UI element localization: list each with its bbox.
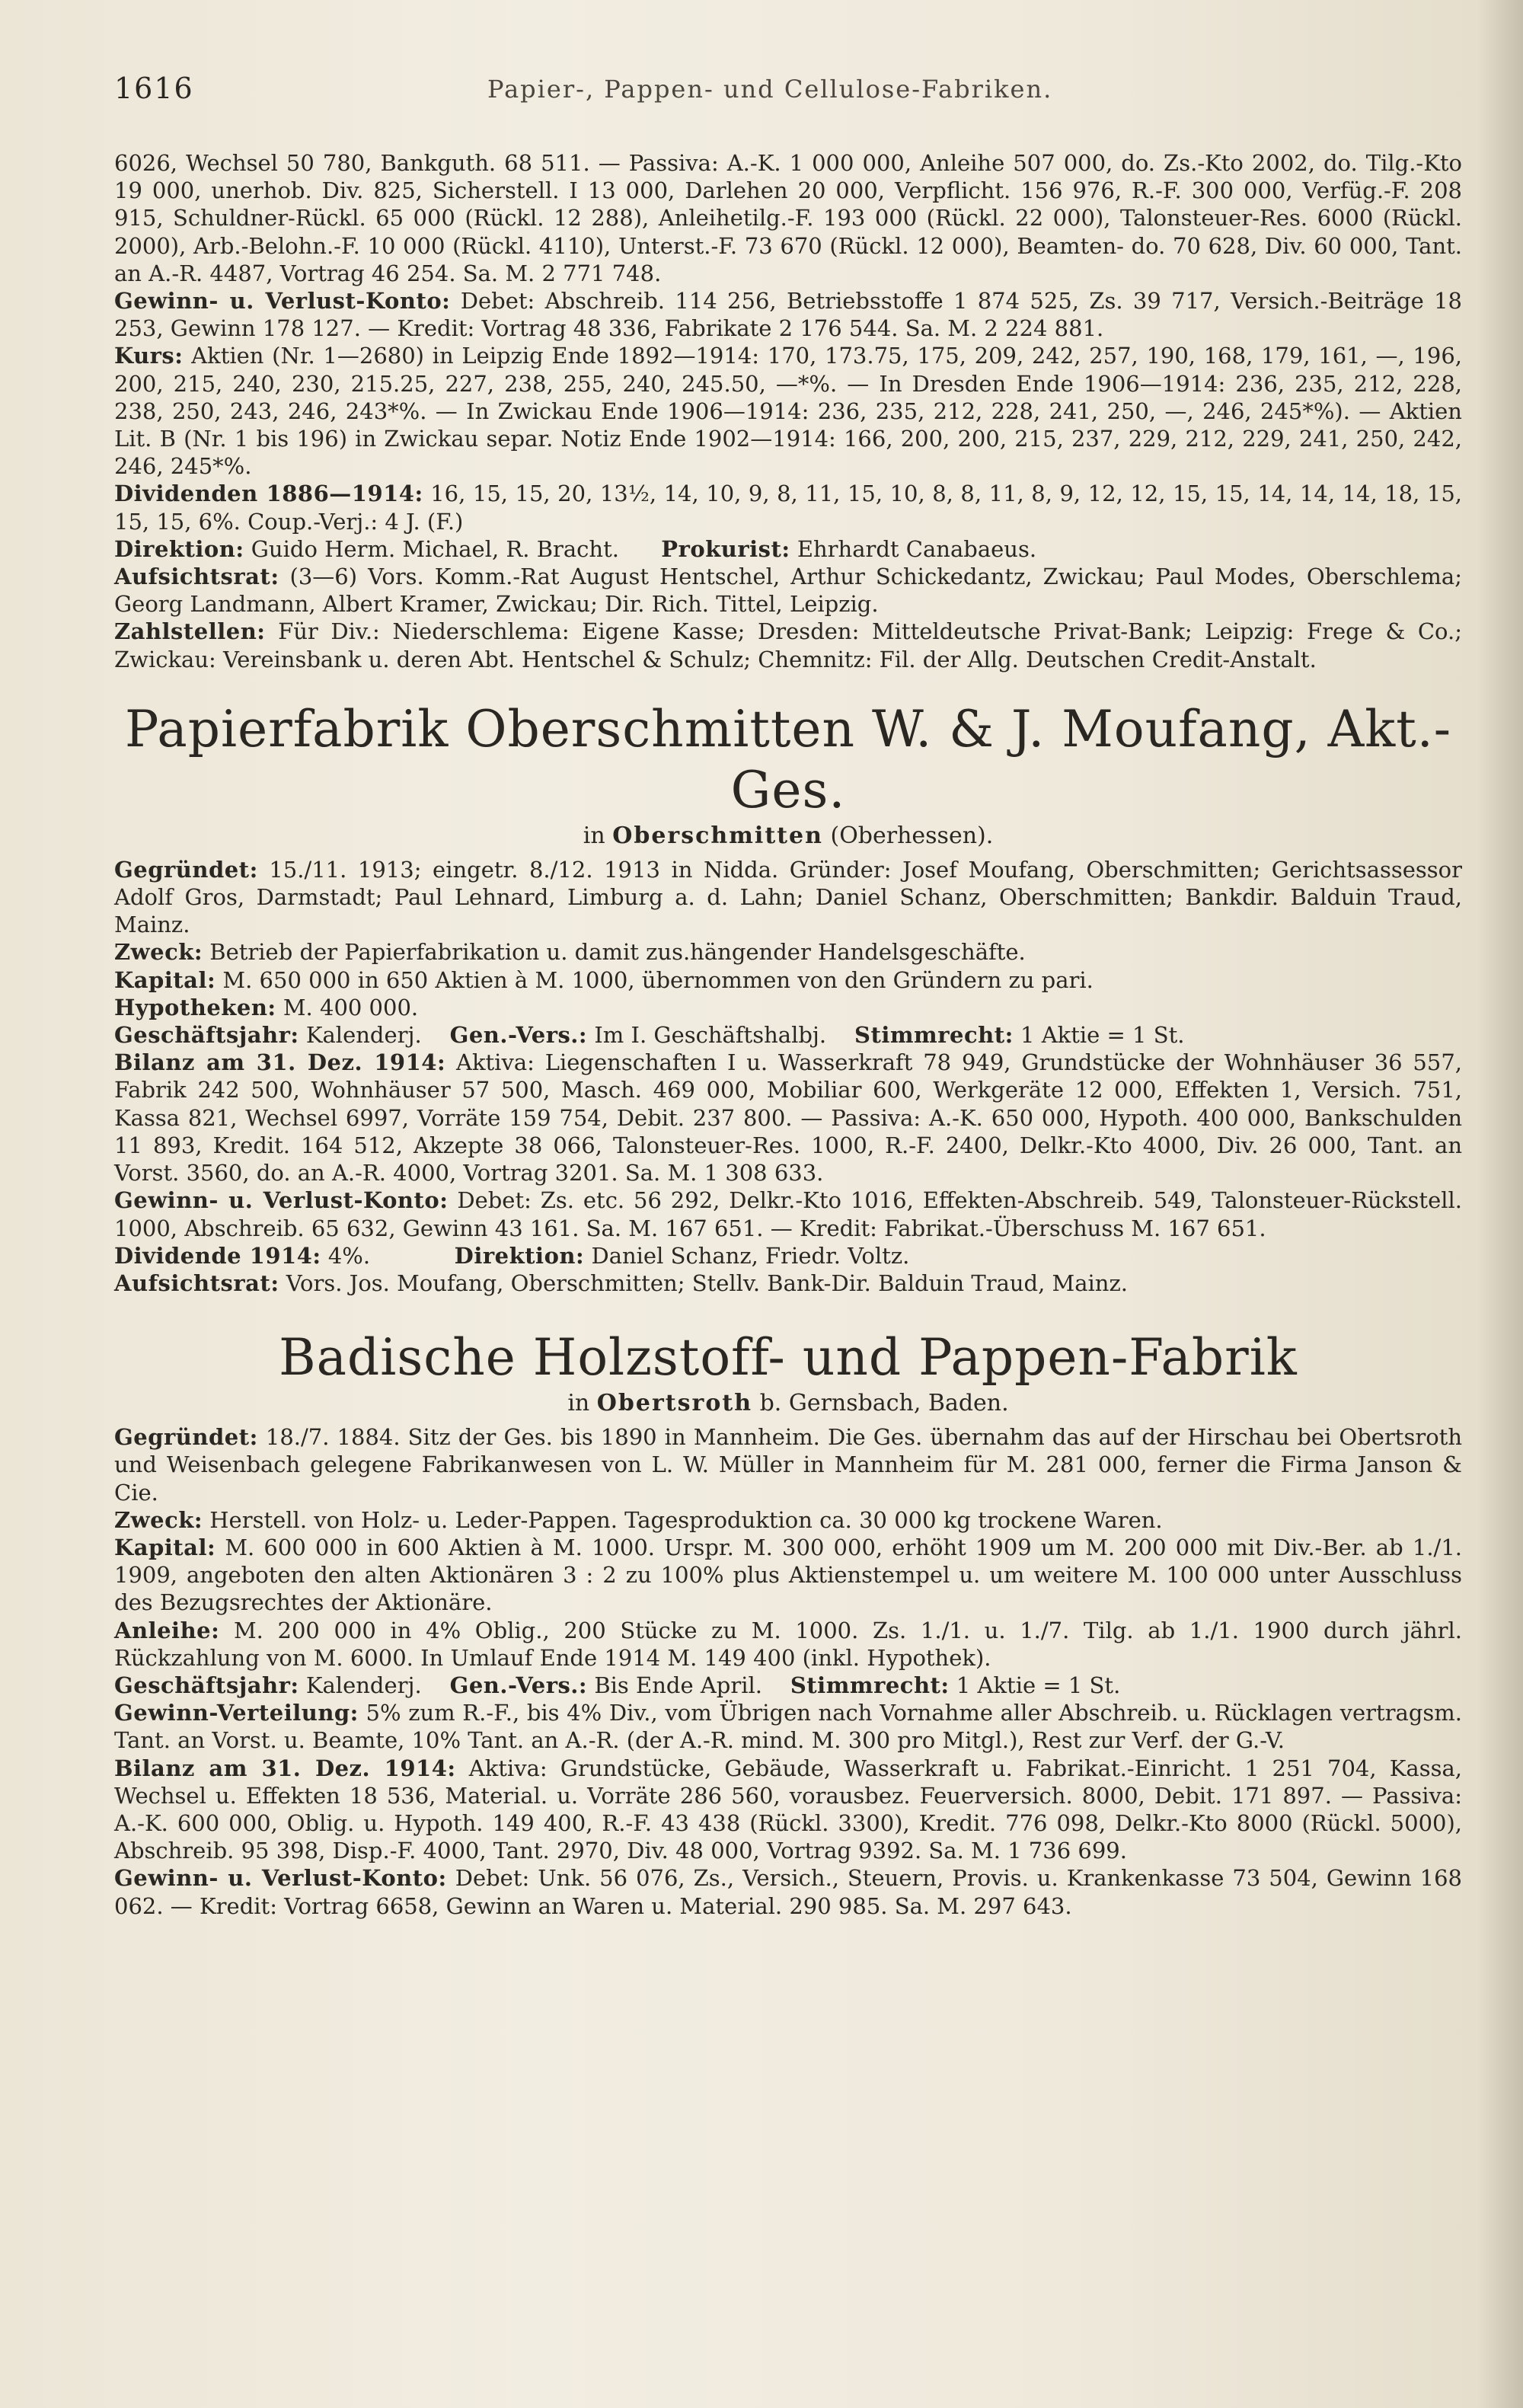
field-label: Kapital: (114, 1534, 216, 1560)
company-oberschmitten-block (114, 856, 1462, 1297)
field-label: Aufsichtsrat: (114, 1269, 279, 1296)
page-header (114, 72, 1470, 117)
company-badische-block (114, 1423, 1462, 1920)
field-label: Zweck: (114, 939, 203, 966)
field-label: Gen.-Vers.: (449, 1022, 588, 1049)
fiscal-year: Geschäftsjahr: Kalenderj. Gen.-Vers.: Im I. Geschäftshalbj. Stimmrecht: 1 Aktie = 1 St. (114, 1022, 1185, 1049)
dividend-and-management: Dividende 1914: 4%. Direktion: Daniel Schanz, Friedr. Voltz. (114, 1242, 910, 1269)
field-value: Für Div.: Niederschlema: Eigene Kasse; Dresden: Mitteldeutsche Privat-Bank; Leipzig: Frege & Co.; Zwickau: Vereinsbank u. deren Abt. Hentschel & Schulz; Chemnitz: Fil. der Allg. Deutschen Credit-Anstalt. (114, 618, 1462, 672)
field-label: Aufsichtsrat: (114, 564, 279, 590)
capital: Kapital: M. 600 000 in 600 Aktien à M. 1000. Urspr. M. 300 000, erhöht 1909 um M. 200 000 mit Div.-Ber. ab 1./1. 1909, angeboten den alten Aktionären 3 : 2 zu 100% plus Aktienstempel u. um weitere M. 100 000 unter Ausschluss des Bezugsrechtes der Aktionäre. (114, 1534, 1462, 1616)
field-label: Bilanz am 31. Dez. 1914: (114, 1755, 456, 1781)
field-label: Geschäftsjahr: (114, 1022, 299, 1049)
pl-account: Gewinn- u. Verlust-Konto: Debet: Unk. 56 076, Zs., Versich., Steuern, Provis. u. Krankenkasse 73 504, Gewinn 168 062. — Kredit: Vortrag 6658, Gewinn an Waren u. Material. 290 985. Sa. M. 297 643. (114, 1865, 1462, 1919)
profit-distribution: Gewinn-Verteilung: 5% zum R.-F., bis 4% Div., vom Übrigen nach Vornahme aller Abschreib. u. Rücklagen vertragsm. Tant. an Vorst. u. Beamte, 10% Tant. an A.-R. (der A.-R. mind. M. 300 pro Mitgl.), Rest zur Verf. der G.-V. (114, 1700, 1462, 1754)
page-content (114, 149, 1462, 1920)
prev-balance-text: 6026, Wechsel 50 780, Bankguth. 68 511. — Passiva: A.-K. 1 000 000, Anleihe 507 000, do. Zs.-Kto 2002, do. Tilg.-Kto 19 000, unerhob. Div. 825, Sicherstell. I 13 000, Darlehen 20 000, Verpflicht. 156 976, R.-F. 300 000, Verfüg.-F. 208 915, Schuldner-Rückl. 65 000 (Rückl. 12 288), Anleihetilg.-F. 193 000 (Rückl. 22 000), Talonsteuer-Res. 6000 (Rückl. 2000), Arb.-Belohn.-F. 10 000 (Rückl. 4110), Unterst.-F. 73 670 (Rückl. 12 000), Beamten- do. 70 628, Div. 60 000, Tant. an A.-R. 4487, Vortrag 46 254. Sa. M. 2 771 748. (114, 150, 1462, 286)
page-edge-shadow (1477, 0, 1523, 2408)
purpose: Zweck: Betrieb der Papierfabrikation u. damit zus.hängender Handelsgeschäfte. (114, 939, 1026, 966)
running-title: Papier-, Pappen- und Cellulose-Fabriken. (487, 75, 1053, 104)
field-label: Anleihe: (114, 1617, 220, 1643)
founded: Gegründet: 18./7. 1884. Sitz der Ges. bis 1890 in Mannheim. Die Ges. übernahm das auf der Hirschau bei Obertsroth und Weisenbach gelegene Fabrikanwesen von L. W. Müller in Mannheim für M. 281 000, ferner die Firma Janson & Cie. (114, 1424, 1462, 1506)
mortgages: Hypotheken: M. 400 000. (114, 994, 419, 1020)
field-label: Gegründet: (114, 856, 258, 883)
field-value: Aktien (Nr. 1—2680) in Leipzig Ende 1892—1914: 170, 173.75, 175, 209, 242, 257, 190, 168, 179, 161, —, 196, 200, 215, 240, 230, 215.25, 227, 238, 255, 240, 245.50, —*%. — In Dresden Ende 1906—1914: 236, 235, 212, 228, 238, 250, 243, 246, 243*%. — In Zwickau Ende 1906—1914: 236, 235, 212, 228, 241, 250, —, 246, 245*%). — Aktien Lit. B (Nr. 1 bis 196) in Zwickau separ. Notiz Ende 1902—1914: 166, 200, 200, 215, 237, 229, 212, 229, 241, 250, 242, 246, 245*%. (114, 343, 1462, 480)
prev-price-history (114, 342, 1462, 480)
field-label: Dividende 1914: (114, 1242, 321, 1269)
field-value: (3—6) Vors. Komm.-Rat August Hentschel, Arthur Schickedantz, Zwickau; Paul Modes, Oberschlema; Georg Landmann, Albert Kramer, Zwickau; Dir. Rich. Tittel, Leipzig. (114, 564, 1462, 618)
capital: Kapital: M. 650 000 in 650 Aktien à M. 1000, übernommen von den Gründern zu pari. (114, 966, 1094, 993)
field-label: Gewinn- u. Verlust-Konto: (114, 288, 451, 315)
company-town: Oberschmitten (612, 822, 823, 849)
company-town: Obertsroth (596, 1390, 753, 1417)
prev-pl-account (114, 287, 1462, 342)
balance-sheet: Bilanz am 31. Dez. 1914: Aktiva: Liegenschaften I u. Wasserkraft 78 949, Grundstücke der Wohnhäuser 36 557, Fabrik 242 500, Wohnhäuser 57 500, Masch. 469 000, Mobiliar 600, Werkgeräte 12 000, Effekten 1, Versich. 751, Kassa 821, Wechsel 6997, Vorräte 159 754, Debit. 237 800. — Passiva: A.-K. 650 000, Hypoth. 400 000, Bankschulden 11 893, Kredit. 164 512, Akzepte 38 066, Talonsteuer-Res. 1000, R.-F. 2400, Delkr.-Kto 4000, Div. 26 000, Tant. an Vorst. 3560, do. an A.-R. 4000, Vortrag 3201. Sa. M. 1 308 633. (114, 1049, 1462, 1186)
supervisory-board: Aufsichtsrat: Vors. Jos. Moufang, Oberschmitten; Stellv. Bank-Dir. Balduin Traud, Mainz. (114, 1269, 1128, 1296)
field-value: Ehrhardt Canabaeus. (797, 535, 1037, 562)
field-label: Kapital: (114, 966, 216, 993)
page-number: 1616 (114, 72, 194, 105)
field-value: Guido Herm. Michael, R. Bracht. (251, 535, 619, 562)
pl-account: Gewinn- u. Verlust-Konto: Debet: Zs. etc. 56 292, Delkr.-Kto 1016, Effekten-Abschreib. 549, Talonsteuer-Rückstell. 1000, Abschreib. 65 632, Gewinn 43 161. Sa. M. 167 651. — Kredit: Fabrikat.-Überschuss M. 167 651. (114, 1187, 1462, 1241)
prev-dividends (114, 480, 1462, 535)
prev-management (114, 535, 1462, 563)
balance-sheet: Bilanz am 31. Dez. 1914: Aktiva: Grundstücke, Gebäude, Wasserkraft u. Fabrikat.-Einricht. 1 251 704, Kassa, Wechsel u. Effekten 18 536, Material. u. Vorräte 286 560, vorausbez. Feuerversich. 8000, Debit. 171 897. — Passiva: A.-K. 600 000, Oblig. u. Hypoth. 149 400, R.-F. 43 438 (Rückl. 3300), Kredit. 776 098, Delkr.-Kto 8000 (Rückl. 5000), Abschreib. 95 398, Disp.-F. 4000, Tant. 2970, Div. 48 000, Vortrag 9392. Sa. M. 1 736 699. (114, 1755, 1462, 1864)
field-label: Gegründet: (114, 1424, 258, 1451)
field-label: Zahlstellen: (114, 618, 266, 645)
field-label: Stimmrecht: (790, 1672, 950, 1698)
field-label: Prokurist: (661, 535, 790, 562)
field-label: Geschäftsjahr: (114, 1672, 299, 1698)
prev-supervisory-board (114, 563, 1462, 618)
field-label: Gewinn- u. Verlust-Konto: (114, 1187, 449, 1214)
prev-paying-agents (114, 618, 1462, 672)
company-title-oberschmitten: Papierfabrik Oberschmitten W. & J. Moufang, Akt.-Ges. (124, 699, 1452, 819)
field-label: Direktion: (454, 1242, 585, 1269)
company-location: in Obertsroth b. Gernsbach, Baden. (567, 1390, 1009, 1417)
company-location: in Oberschmitten (Oberhessen). (583, 822, 994, 849)
purpose: Zweck: Herstell. von Holz- u. Leder-Pappen. Tagesproduktion ca. 30 000 kg trockene Waren. (114, 1506, 1163, 1533)
field-value: Debet: Abschreib. 114 256, Betriebsstoffe 1 874 525, Zs. 39 717, Versich.-Beiträge 18 253, Gewinn 178 127. — Kredit: Vortrag 48 336, Fabrikate 2 176 544. Sa. M. 2 224 881. (114, 288, 1462, 342)
field-label: Zweck: (114, 1506, 203, 1533)
field-label: Gen.-Vers.: (449, 1672, 588, 1698)
field-label: Gewinn- u. Verlust-Konto: (114, 1865, 447, 1892)
field-label: Dividenden 1886—1914: (114, 481, 423, 507)
field-value: 16, 15, 15, 20, 13½, 14, 10, 9, 8, 11, 15, 10, 8, 8, 11, 8, 9, 12, 12, 15, 15, 14, 14, 14, 18, 15, 15, 15, 6%. Coup.-Verj.: 4 J. (F.) (114, 481, 1462, 535)
field-label: Gewinn-Verteilung: (114, 1700, 359, 1726)
founded: Gegründet: 15./11. 1913; eingetr. 8./12. 1913 in Nidda. Gründer: Josef Moufang, Oberschmitten; Gerichtsassessor Adolf Gros, Darmstadt; Paul Lehnard, Limburg a. d. Lahn; Daniel Schanz, Oberschmitten; Bankdir. Balduin Traud, Mainz. (114, 856, 1462, 938)
field-label: Hypotheken: (114, 994, 276, 1020)
field-label: Kurs: (114, 343, 184, 369)
fiscal-year: Geschäftsjahr: Kalenderj. Gen.-Vers.: Bis Ende April. Stimmrecht: 1 Aktie = 1 St. (114, 1672, 1121, 1698)
field-label: Direktion: (114, 535, 244, 562)
bond: Anleihe: M. 200 000 in 4% Oblig., 200 Stücke zu M. 1000. Zs. 1./1. u. 1./7. Tilg. ab 1./1. 1900 durch jährl. Rückzahlung von M. 6000. In Umlauf Ende 1914 M. 149 400 (inkl. Hypothek). (114, 1617, 1462, 1671)
field-label: Stimmrecht: (854, 1022, 1014, 1049)
prev-company-block (114, 149, 1462, 673)
field-label: Bilanz am 31. Dez. 1914: (114, 1049, 446, 1076)
company-title-badische: Badische Holzstoff- und Pappen-Fabrik (279, 1328, 1298, 1388)
